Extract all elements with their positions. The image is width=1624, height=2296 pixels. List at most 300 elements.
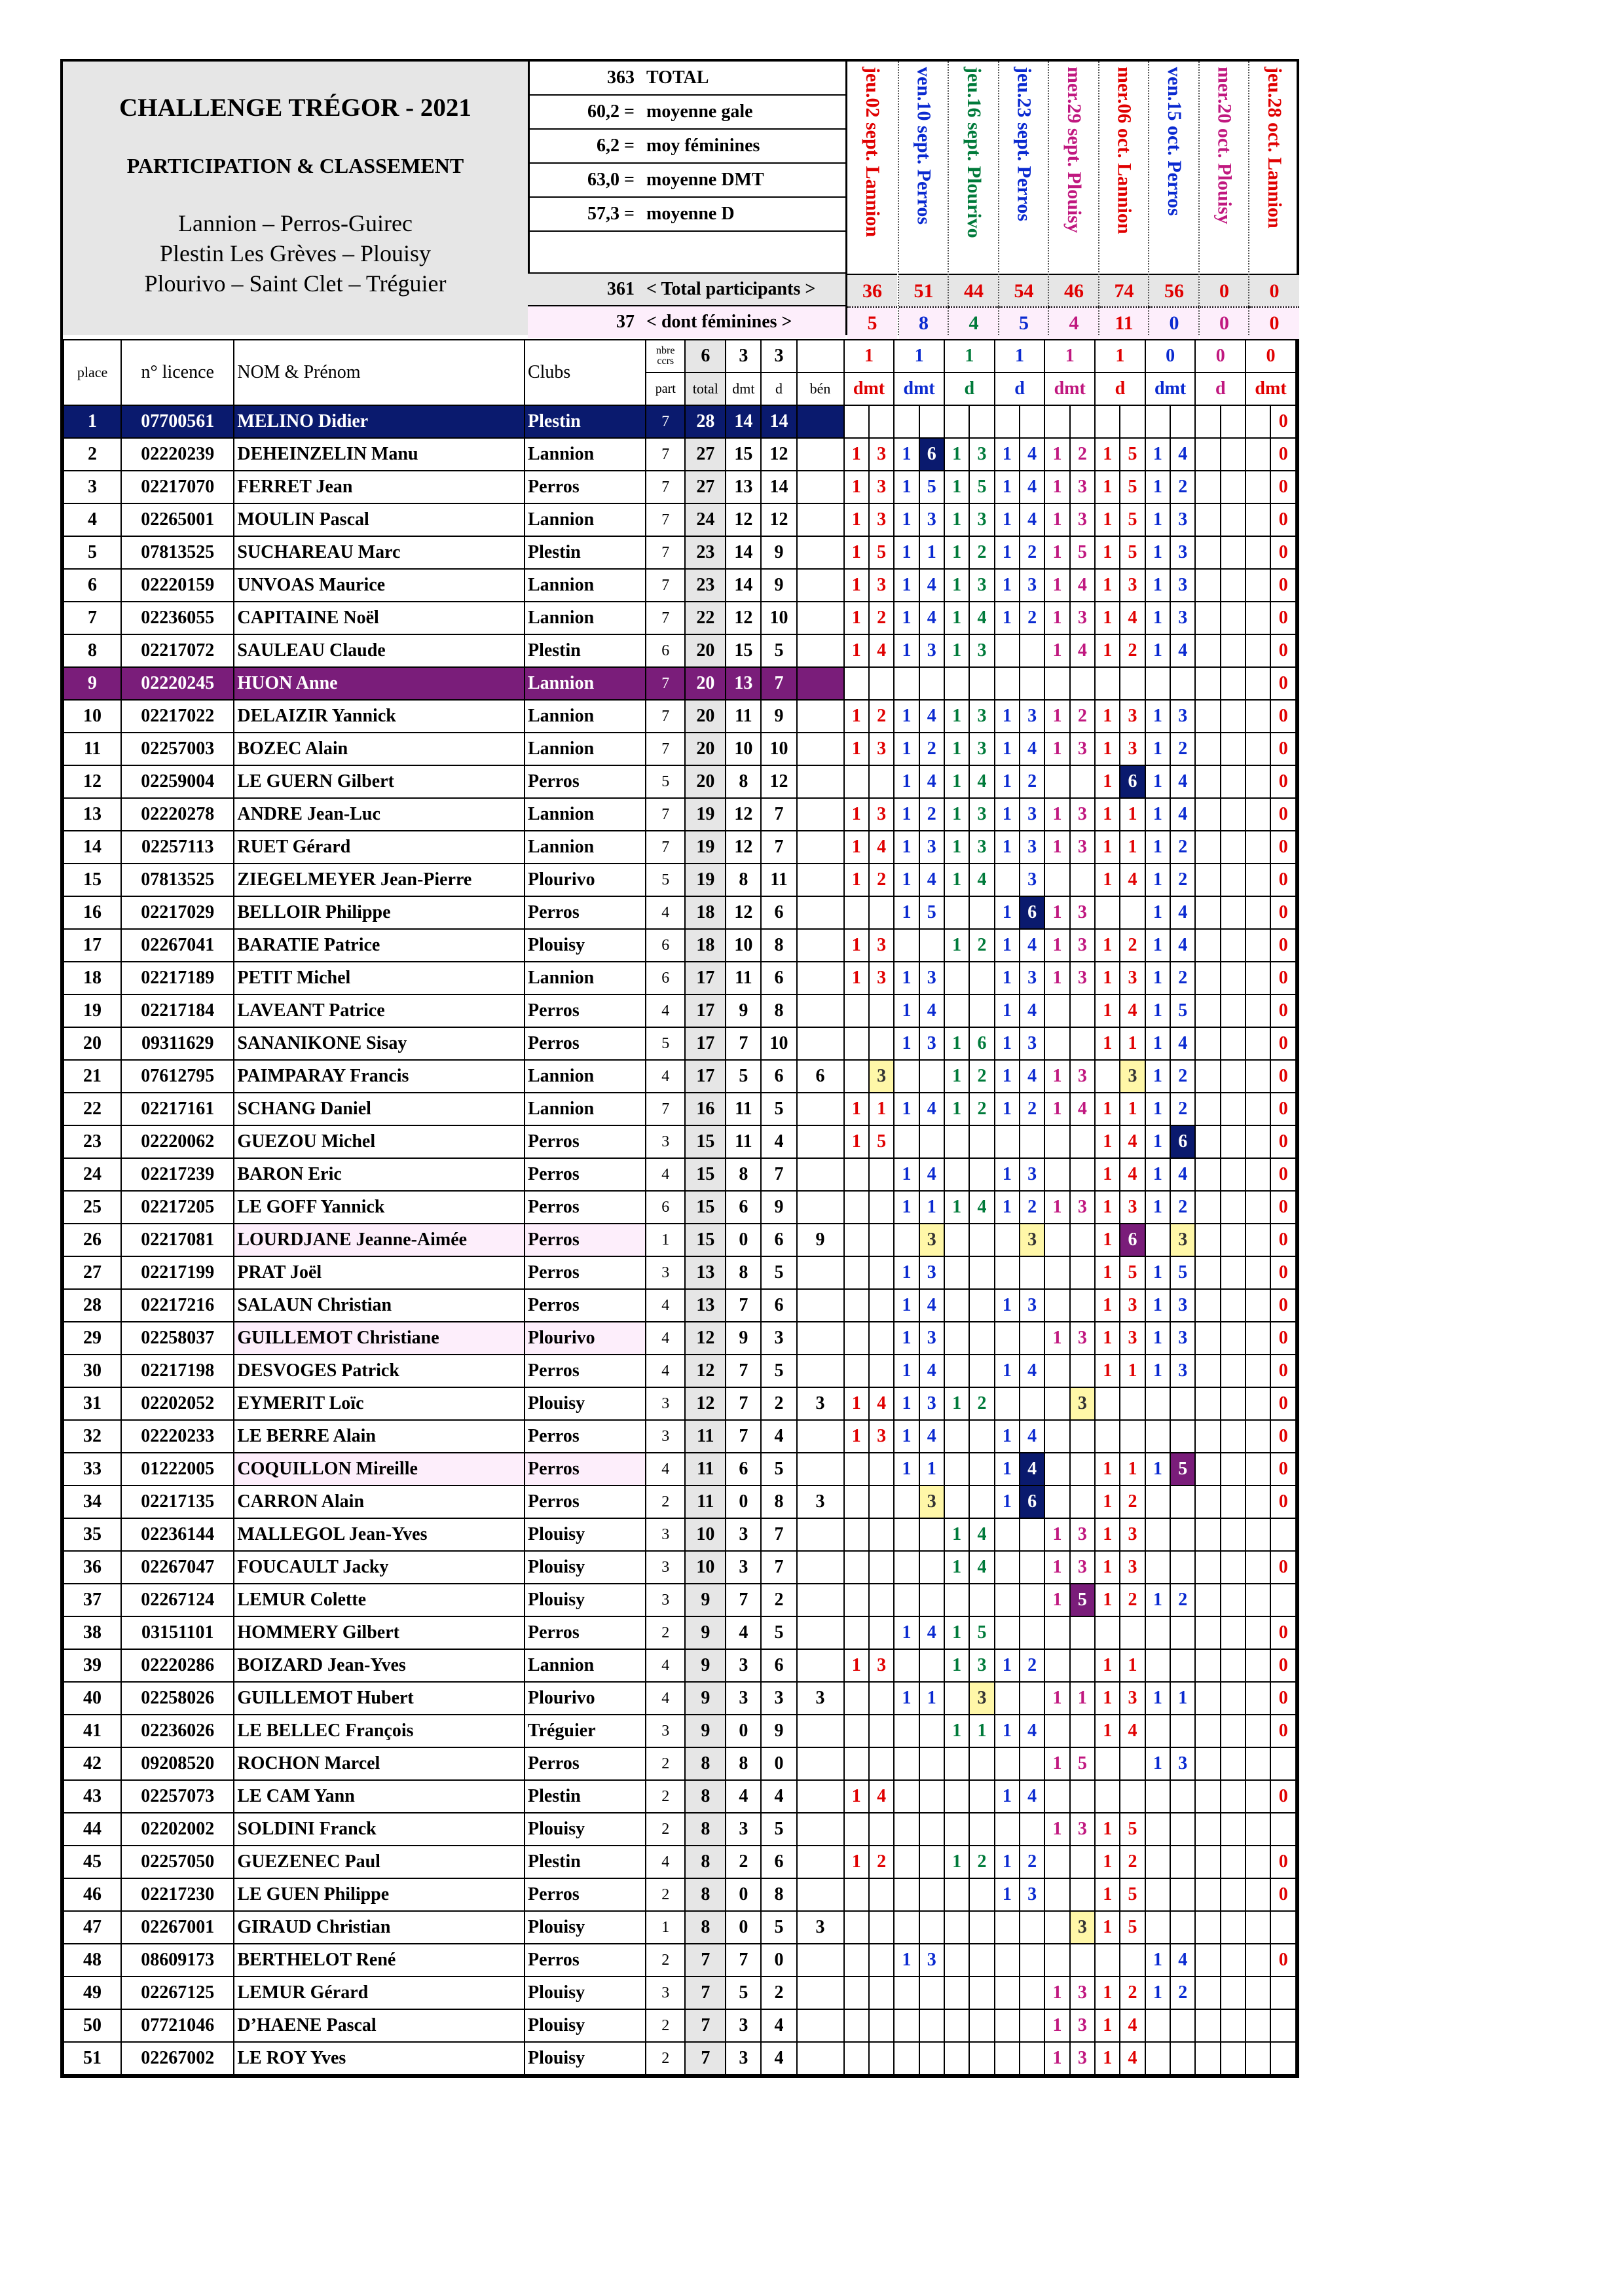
- table-row: [64, 1846, 1296, 1878]
- event-participation-cell: 1: [894, 536, 919, 569]
- cell-club: Perros: [525, 994, 646, 1027]
- event-score-cell: 3: [1070, 1191, 1095, 1224]
- cell-d: 4: [761, 2009, 796, 2042]
- event-score-cell: 3: [1120, 1060, 1145, 1093]
- stats-box: [528, 62, 845, 335]
- cell-club: Perros: [525, 1256, 646, 1289]
- event-score-cell: 3: [1020, 831, 1044, 864]
- event-score-cell: 1: [1120, 1027, 1145, 1060]
- cell-part: 2: [646, 1944, 685, 1977]
- event-score-cell: 0: [1270, 1551, 1296, 1584]
- event-participation-cell: [894, 929, 919, 962]
- event-score-cell: [1070, 1944, 1095, 1977]
- event-participation-cell: [944, 1256, 969, 1289]
- event-score-cell: [969, 1289, 994, 1322]
- cell-name: LEMUR Colette: [234, 1584, 525, 1616]
- event-participation-cell: [1044, 1780, 1069, 1813]
- event-participation-cell: [1145, 1551, 1170, 1584]
- event-type: d: [995, 373, 1045, 405]
- event-score-cell: 3: [1020, 1027, 1044, 1060]
- event-score-cell: [1070, 1420, 1095, 1453]
- event-participation-cell: 1: [1044, 1584, 1069, 1616]
- event-participation-cell: [1195, 1093, 1220, 1125]
- event-score-cell: 5: [969, 1616, 994, 1649]
- cell-d: 2: [761, 1977, 796, 2009]
- event-score-cell: [1221, 667, 1246, 700]
- event-score-cell: [1221, 503, 1246, 536]
- event-score-cell: 0: [1270, 1387, 1296, 1420]
- event-score-cell: 3: [919, 962, 944, 994]
- event-score-cell: [869, 1616, 894, 1649]
- event-score-cell: 4: [1170, 798, 1195, 831]
- event-participation-cell: [1195, 1551, 1220, 1584]
- event-participation-cell: 1: [995, 994, 1020, 1027]
- event-type: d: [1095, 373, 1145, 405]
- event-name: ven.15 oct. Perros: [1164, 67, 1185, 216]
- table-row: [64, 1158, 1296, 1191]
- event-participation-cell: 1: [844, 831, 869, 864]
- event-score-cell: [1170, 1420, 1195, 1453]
- cell-d: 6: [761, 1060, 796, 1093]
- stat-total-participants: [528, 274, 845, 306]
- cell-place: 13: [64, 798, 121, 831]
- event-participation-cell: [1195, 1780, 1220, 1813]
- event-score-cell: [1070, 1256, 1095, 1289]
- event-score-cell: 4: [969, 1551, 994, 1584]
- cell-ben: [797, 1256, 844, 1289]
- cell-d: 3: [761, 1682, 796, 1715]
- event-participation-cell: 1: [1095, 1453, 1120, 1485]
- event-score-cell: 4: [1120, 864, 1145, 896]
- stat-empty: [528, 232, 845, 274]
- table-row: [64, 1387, 1296, 1420]
- cell-ben: [797, 765, 844, 798]
- table-row: [64, 1616, 1296, 1649]
- cell-dmt: 9: [726, 994, 761, 1027]
- event-score-cell: 4: [919, 1420, 944, 1453]
- cell-name: LE GUEN Philippe: [234, 1878, 525, 1911]
- cell-part: 3: [646, 1387, 685, 1420]
- event-score-cell: 3: [1070, 1387, 1095, 1420]
- event-participation-cell: 1: [944, 602, 969, 634]
- cell-part: 2: [646, 1878, 685, 1911]
- event-participation-cell: 1: [1095, 765, 1120, 798]
- event-participation-cell: [995, 1747, 1020, 1780]
- event-participation-cell: 1: [995, 733, 1020, 765]
- event-score-cell: 3: [1070, 1060, 1095, 1093]
- event-participation-cell: [944, 1289, 969, 1322]
- event-score-cell: 4: [1120, 1158, 1145, 1191]
- cell-club: Plouisy: [525, 1584, 646, 1616]
- event-participants: 0: [1249, 274, 1299, 308]
- cell-dmt: 3: [726, 2042, 761, 2075]
- event-participation-cell: [844, 1256, 869, 1289]
- cell-part: 6: [646, 962, 685, 994]
- event-participation-cell: [1246, 1715, 1270, 1747]
- event-score-cell: 4: [1020, 1420, 1044, 1453]
- cell-ben: 3: [797, 1485, 844, 1518]
- cell-dmt: 5: [726, 1977, 761, 2009]
- cell-licence: 02257113: [121, 831, 234, 864]
- event-score-cell: [1170, 1387, 1195, 1420]
- cell-d: 5: [761, 1256, 796, 1289]
- event-score-cell: [869, 1977, 894, 2009]
- event-score-cell: [869, 1191, 894, 1224]
- event-participation-cell: 1: [1095, 1289, 1120, 1322]
- cell-place: 39: [64, 1649, 121, 1682]
- event-score-cell: [1221, 405, 1246, 438]
- cell-total: 23: [685, 569, 726, 602]
- cell-dmt: 12: [726, 503, 761, 536]
- cell-licence: 02236055: [121, 602, 234, 634]
- event-score-cell: 2: [1120, 1846, 1145, 1878]
- event-participation-cell: 1: [1044, 1813, 1069, 1846]
- event-participation-cell: [944, 1485, 969, 1518]
- event-score-cell: 1: [1120, 831, 1145, 864]
- event-participation-cell: 1: [995, 602, 1020, 634]
- event-score-cell: 3: [869, 962, 894, 994]
- event-score-cell: 3: [969, 700, 994, 733]
- col-ben-top: [797, 340, 844, 373]
- cell-club: Perros: [525, 1158, 646, 1191]
- event-score-cell: 6: [1120, 765, 1145, 798]
- cell-club: Plouisy: [525, 1977, 646, 2009]
- event-score-cell: [869, 2009, 894, 2042]
- event-participation-cell: 1: [1145, 634, 1170, 667]
- event-score-cell: 3: [919, 1387, 944, 1420]
- event-participation-cell: [1195, 798, 1220, 831]
- event-column: [898, 62, 948, 335]
- event-score-cell: [1221, 438, 1246, 471]
- cell-dmt: 15: [726, 634, 761, 667]
- col-dmt: dmt: [726, 373, 761, 405]
- event-score-cell: 5: [1120, 1911, 1145, 1944]
- cell-name: COQUILLON Mireille: [234, 1453, 525, 1485]
- cell-club: Plourivo: [525, 1682, 646, 1715]
- event-participation-cell: 1: [1145, 667, 1170, 700]
- event-type: dmt: [894, 373, 944, 405]
- event-participation-cell: 1: [944, 634, 969, 667]
- cell-club: Plestin: [525, 634, 646, 667]
- stat-value: 57,3 =: [587, 204, 635, 224]
- event-score-cell: 0: [1270, 1355, 1296, 1387]
- event-participation-cell: 1: [944, 1191, 969, 1224]
- event-score-cell: 4: [919, 765, 944, 798]
- event-participation-cell: [894, 1846, 919, 1878]
- event-participation-cell: [1195, 1584, 1220, 1616]
- event-participation-cell: [894, 1780, 919, 1813]
- cell-total: 7: [685, 2009, 726, 2042]
- cell-dmt: 0: [726, 1485, 761, 1518]
- event-participation-cell: 1: [1044, 1747, 1069, 1780]
- event-participation-cell: [1195, 1944, 1220, 1977]
- event-participation-cell: [1195, 962, 1220, 994]
- table-row: [64, 569, 1296, 602]
- event-column: [1098, 62, 1149, 335]
- cell-place: 32: [64, 1420, 121, 1453]
- cell-d: 9: [761, 1715, 796, 1747]
- cell-ben: [797, 1027, 844, 1060]
- event-score-cell: [1221, 1027, 1246, 1060]
- event-participation-cell: [1195, 1485, 1220, 1518]
- event-participation-cell: [1145, 1911, 1170, 1944]
- cell-dmt: 12: [726, 896, 761, 929]
- cell-place: 10: [64, 700, 121, 733]
- event-participation-cell: 1: [1145, 536, 1170, 569]
- cell-total: 11: [685, 1420, 726, 1453]
- event-participation-cell: 1: [1145, 602, 1170, 634]
- event-participation-cell: 1: [995, 1485, 1020, 1518]
- cell-club: Perros: [525, 1878, 646, 1911]
- event-score-cell: 0: [1270, 1453, 1296, 1485]
- event-score-cell: 1: [919, 1682, 944, 1715]
- cell-name: LE GUERN Gilbert: [234, 765, 525, 798]
- event-name: mer.06 oct. Lannion: [1113, 67, 1135, 234]
- cell-ben: [797, 1813, 844, 1846]
- event-participation-cell: 1: [1095, 1977, 1120, 2009]
- cell-place: 51: [64, 2042, 121, 2075]
- cell-licence: 02265001: [121, 503, 234, 536]
- event-participation-cell: [844, 1191, 869, 1224]
- event-score-cell: 0: [1270, 634, 1296, 667]
- event-score-cell: 3: [1120, 700, 1145, 733]
- cell-ben: [797, 634, 844, 667]
- event-participation-cell: [1246, 634, 1270, 667]
- event-participation-cell: [1246, 1060, 1270, 1093]
- cell-total: 16: [685, 1093, 726, 1125]
- cell-ben: [797, 1584, 844, 1616]
- cell-licence: 02217239: [121, 1158, 234, 1191]
- event-score-cell: [919, 1060, 944, 1093]
- table-row: [64, 1944, 1296, 1977]
- event-score-cell: 1: [1120, 1093, 1145, 1125]
- stat-total-feminines: [528, 306, 845, 338]
- event-score-cell: 0: [1270, 1224, 1296, 1256]
- cell-club: Plestin: [525, 405, 646, 438]
- event-participation-cell: [1195, 831, 1220, 864]
- event-score-cell: [919, 2009, 944, 2042]
- event-score-cell: 2: [1170, 667, 1195, 700]
- event-participation-cell: 1: [894, 1027, 919, 1060]
- cell-place: 45: [64, 1846, 121, 1878]
- cell-club: Plouisy: [525, 2042, 646, 2075]
- event-participation-cell: [844, 1158, 869, 1191]
- cell-name: GUEZENEC Paul: [234, 1846, 525, 1878]
- event-score-cell: 3: [869, 1060, 894, 1093]
- event-participation-cell: [1246, 1027, 1270, 1060]
- cell-club: Lannion: [525, 1649, 646, 1682]
- cell-dmt: 7: [726, 1355, 761, 1387]
- event-participation-cell: [1044, 1027, 1069, 1060]
- event-score-cell: [869, 2042, 894, 2075]
- cell-ben: [797, 831, 844, 864]
- event-participation-cell: [1246, 1846, 1270, 1878]
- cell-club: Lannion: [525, 569, 646, 602]
- event-participants: 74: [1099, 274, 1149, 308]
- table-row: [64, 765, 1296, 798]
- cell-ben: 3: [797, 1387, 844, 1420]
- event-participation-cell: [844, 1682, 869, 1715]
- cell-dmt: 9: [726, 1322, 761, 1355]
- cell-name: LAVEANT Patrice: [234, 994, 525, 1027]
- cell-dmt: 11: [726, 700, 761, 733]
- cell-place: 1: [64, 405, 121, 438]
- event-participation-cell: 1: [1095, 1158, 1120, 1191]
- event-participation-cell: [1145, 1846, 1170, 1878]
- event-score-cell: [1221, 1224, 1246, 1256]
- event-participation-cell: [1246, 798, 1270, 831]
- cell-licence: 02217189: [121, 962, 234, 994]
- event-score-cell: 2: [919, 733, 944, 765]
- event-score-cell: [1170, 2042, 1195, 2075]
- cell-club: Plouisy: [525, 2009, 646, 2042]
- event-score-cell: [1221, 1813, 1246, 1846]
- event-score-cell: [1270, 1747, 1296, 1780]
- cell-part: 1: [646, 1911, 685, 1944]
- cell-part: 1: [646, 1224, 685, 1256]
- event-participation-cell: 1: [1145, 864, 1170, 896]
- event-count: 1: [844, 340, 895, 373]
- event-score-cell: 5: [869, 667, 894, 700]
- event-participation-cell: [944, 1355, 969, 1387]
- event-participation-cell: 1: [1145, 503, 1170, 536]
- event-score-cell: 2: [1170, 1093, 1195, 1125]
- event-participation-cell: 1: [1044, 1191, 1069, 1224]
- event-score-cell: [869, 1911, 894, 1944]
- cell-name: ROCHON Marcel: [234, 1747, 525, 1780]
- cell-total: 20: [685, 765, 726, 798]
- event-score-cell: 0: [1270, 1420, 1296, 1453]
- event-participation-cell: [995, 634, 1020, 667]
- event-participation-cell: [995, 1977, 1020, 2009]
- event-participation-cell: [1246, 405, 1270, 438]
- event-name: jeu.28 oct. Lannion: [1264, 67, 1285, 228]
- cell-dmt: 3: [726, 1551, 761, 1584]
- event-score-cell: 4: [869, 1387, 894, 1420]
- event-score-cell: 3: [1170, 405, 1195, 438]
- event-score-cell: [1270, 1518, 1296, 1551]
- event-participation-cell: [844, 1289, 869, 1322]
- stat-label: TOTAL: [646, 67, 709, 88]
- event-participation-cell: [1246, 2009, 1270, 2042]
- event-participation-cell: [1044, 1420, 1069, 1453]
- event-score-cell: [969, 896, 994, 929]
- event-score-cell: 4: [1120, 994, 1145, 1027]
- event-score-cell: [1221, 536, 1246, 569]
- table-row: [64, 1060, 1296, 1093]
- event-score-cell: 3: [1170, 1747, 1195, 1780]
- event-participation-cell: 1: [844, 929, 869, 962]
- cell-total: 8: [685, 1846, 726, 1878]
- cell-dmt: 12: [726, 798, 761, 831]
- table-row: [64, 1420, 1296, 1453]
- event-participation-cell: [1044, 864, 1069, 896]
- event-participation-cell: 1: [995, 831, 1020, 864]
- event-participation-cell: [1044, 1846, 1069, 1878]
- cell-club: Plestin: [525, 536, 646, 569]
- event-participation-cell: 1: [1095, 1682, 1120, 1715]
- event-participation-cell: [894, 1224, 919, 1256]
- cell-name: LE GOFF Yannick: [234, 1191, 525, 1224]
- event-participation-cell: [1195, 994, 1220, 1027]
- event-score-cell: [1120, 1387, 1145, 1420]
- cell-dmt: 4: [726, 1780, 761, 1813]
- event-score-cell: [1070, 1485, 1095, 1518]
- event-score-cell: [969, 1453, 994, 1485]
- event-participation-cell: 1: [995, 569, 1020, 602]
- cell-part: 7: [646, 733, 685, 765]
- cell-club: Plestin: [525, 1780, 646, 1813]
- event-score-cell: [1221, 2009, 1246, 2042]
- event-column: [1048, 62, 1098, 335]
- event-participation-cell: 1: [995, 962, 1020, 994]
- cell-place: 33: [64, 1453, 121, 1485]
- event-participation-cell: [844, 1911, 869, 1944]
- event-count: 0: [1145, 340, 1196, 373]
- event-score-cell: [969, 1747, 994, 1780]
- event-score-cell: 4: [919, 864, 944, 896]
- event-participation-cell: 1: [1145, 1453, 1170, 1485]
- event-participation-cell: 1: [1145, 994, 1170, 1027]
- event-score-cell: [1070, 1027, 1095, 1060]
- cell-part: 7: [646, 471, 685, 503]
- cell-ben: [797, 929, 844, 962]
- event-score-cell: [969, 1813, 994, 1846]
- event-participation-cell: 1: [1145, 1944, 1170, 1977]
- event-score-cell: [1170, 1616, 1195, 1649]
- cell-dmt: 0: [726, 1878, 761, 1911]
- cell-name: BARATIE Patrice: [234, 929, 525, 962]
- event-score-cell: 3: [1020, 798, 1044, 831]
- cell-d: 7: [761, 798, 796, 831]
- event-participation-cell: [894, 1060, 919, 1093]
- event-participation-cell: 1: [944, 1846, 969, 1878]
- event-participation-cell: 1: [894, 896, 919, 929]
- cell-total: 28: [685, 405, 726, 438]
- event-participation-cell: 1: [1145, 1289, 1170, 1322]
- event-score-cell: 4: [1120, 602, 1145, 634]
- event-score-cell: 3: [1120, 962, 1145, 994]
- event-score-cell: [1170, 1813, 1195, 1846]
- cell-place: 22: [64, 1093, 121, 1125]
- events-header: [845, 62, 1299, 335]
- event-participation-cell: 1: [1095, 994, 1120, 1027]
- event-participation-cell: [1044, 1355, 1069, 1387]
- cell-dmt: 7: [726, 1387, 761, 1420]
- event-participation-cell: [1195, 503, 1220, 536]
- cell-club: Plourivo: [525, 1322, 646, 1355]
- event-participation-cell: 1: [995, 405, 1020, 438]
- event-participation-cell: 1: [944, 1093, 969, 1125]
- event-participation-cell: [1246, 831, 1270, 864]
- cell-part: 3: [646, 1715, 685, 1747]
- event-score-cell: 2: [1070, 700, 1095, 733]
- event-score-cell: 4: [919, 1158, 944, 1191]
- event-score-cell: 0: [1270, 831, 1296, 864]
- event-score-cell: 3: [1070, 667, 1095, 700]
- event-score-cell: [1221, 1649, 1246, 1682]
- event-participation-cell: [844, 1355, 869, 1387]
- event-score-cell: 3: [1120, 733, 1145, 765]
- event-participation-cell: [1246, 1387, 1270, 1420]
- cell-club: Perros: [525, 1125, 646, 1158]
- cell-name: EYMERIT Loïc: [234, 1387, 525, 1420]
- cell-place: 40: [64, 1682, 121, 1715]
- cell-part: 4: [646, 1846, 685, 1878]
- event-participation-cell: [1195, 1453, 1220, 1485]
- cell-total: 8: [685, 1780, 726, 1813]
- event-participation-cell: 1: [944, 864, 969, 896]
